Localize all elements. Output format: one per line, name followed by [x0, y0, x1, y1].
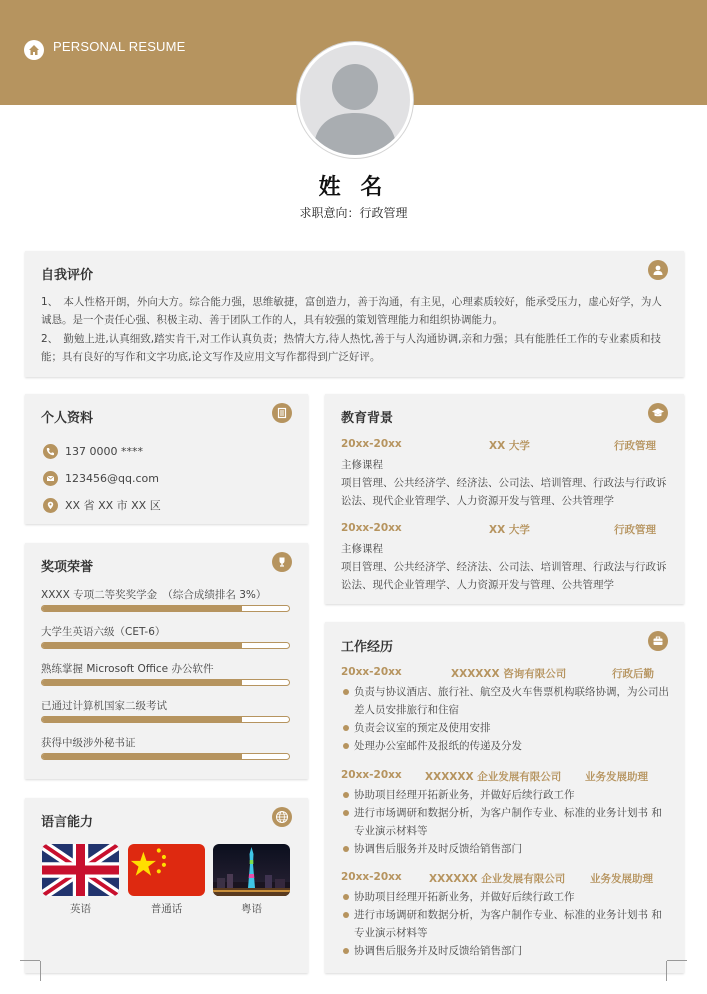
duty-item: 进行市场调研和数据分析，为客户制作专业、标准的业务计划书 和专业演示材料等: [341, 906, 672, 942]
award-bar-fill: [42, 717, 242, 722]
globe-icon: [272, 807, 292, 827]
award-label: 获得中级涉外秘书证: [41, 737, 136, 749]
award-bar: [41, 642, 290, 649]
award-bar: [41, 605, 290, 612]
personal-title: 个人资料: [41, 411, 94, 426]
mail-icon: [43, 471, 58, 486]
award-bar-fill: [42, 643, 242, 648]
edu-entry-head: [341, 522, 661, 538]
personal-card: [25, 394, 308, 524]
job-intent: 求职意向：行政管理: [299, 206, 408, 220]
education-card: [325, 394, 684, 604]
email-text: 123456@qq.com: [65, 471, 159, 485]
work-duties: [341, 786, 672, 858]
graduation-cap-icon: [648, 403, 668, 423]
work-role: 行政后勤: [612, 668, 654, 680]
self-eval-card: [25, 251, 684, 377]
work-entry-head: [341, 666, 661, 682]
edu-major: 行政管理: [614, 524, 656, 536]
award-item: [41, 587, 291, 612]
award-label: XXXX 专项二等奖奖学金 （综合成绩排名 3%）: [41, 589, 267, 601]
work-period: 20xx-20xx: [341, 666, 402, 678]
address-row: [43, 497, 161, 513]
work-entry-head: [341, 769, 661, 785]
education-title: 教育背景: [341, 411, 394, 426]
briefcase-icon: [648, 631, 668, 651]
work-role: 业务发展助理: [590, 873, 653, 885]
language-label-mandarin: 普通话: [150, 903, 183, 915]
language-label-cantonese: 粤语: [241, 903, 262, 915]
duty-item: 协助项目经理开拓新业务，并做好后续行政工作: [341, 786, 672, 804]
self-eval-p1: 1、 本人性格开朗，外向大方。综合能力强，思维敏捷，富创造力，善于沟通，有主见，心理素质较好，能承受压力，虚心好学，为人诚恳。是一个责任心强、积极主动、善于团队工作的人，具有较强的策划管理能力和组织协调能力。: [41, 296, 662, 326]
edu-school: XX 大学: [489, 524, 530, 536]
award-bar: [41, 753, 290, 760]
address-text: XX 省 XX 市 XX 区: [65, 499, 161, 512]
work-company: XXXXXX 企业发展有限公司: [425, 771, 562, 783]
award-item: [41, 624, 291, 649]
email-row: [43, 470, 159, 486]
document-icon: [272, 403, 292, 423]
crop-mark: [20, 960, 40, 961]
edu-period: 20xx-20xx: [341, 522, 402, 534]
duty-item: 进行市场调研和数据分析，为客户制作专业、标准的业务计划书 和专业演示材料等: [341, 804, 672, 840]
language-label-english: 英语: [70, 903, 91, 915]
work-card: [325, 622, 684, 973]
edu-major: 行政管理: [614, 440, 656, 452]
location-icon: [43, 498, 58, 513]
edu-school: XX 大学: [489, 440, 530, 452]
edu-courses: 项目管理、公共经济学、经济法、公司法、培训管理、行政法与行政诉讼法、现代企业管理学、人力资源开发与管理、公共管理学: [341, 561, 667, 591]
duty-item: 负责与协议酒店、旅行社、航空及火车售票机构联络协调，为公司出差人员安排旅行和住宿: [341, 683, 672, 719]
award-bar-fill: [42, 606, 242, 611]
award-bar: [41, 679, 290, 686]
work-entry-head: [341, 871, 661, 887]
self-eval-title: 自我评价: [41, 268, 94, 283]
user-icon: [648, 260, 668, 280]
self-eval-p2: 2、 勤勉上进,认真细致,踏实肯干,对工作认真负责；热情大方,待人热忱,善于与人沟通协调,亲和力强；具有能胜任工作的专业素质和技能；具有良好的写作和文字功底,论文写作及应用文写作都得到广泛好评。: [41, 333, 661, 363]
duty-item: 处理办公室邮件及报纸的传递及分发: [341, 737, 672, 755]
duty-item: 协调售后服务并及时反馈给销售部门: [341, 942, 672, 960]
work-period: 20xx-20xx: [341, 871, 402, 883]
duty-item: 负责会议室的预定及使用安排: [341, 719, 672, 737]
awards-title: 奖项荣誉: [41, 560, 94, 575]
duty-item: 协调售后服务并及时反馈给销售部门: [341, 840, 672, 858]
work-duties: [341, 888, 672, 960]
award-label: 已通过计算机国家二级考试: [41, 700, 167, 712]
crop-mark: [40, 961, 41, 981]
language-title: 语言能力: [41, 815, 94, 830]
awards-card: [25, 543, 308, 779]
award-bar-fill: [42, 754, 242, 759]
home-icon: [24, 40, 44, 60]
crop-mark: [666, 961, 667, 981]
edu-period: 20xx-20xx: [341, 438, 402, 450]
avatar: [297, 42, 413, 158]
phone-icon: [43, 444, 58, 459]
crop-mark: [667, 960, 687, 961]
candidate-name: 姓 名: [318, 175, 389, 200]
work-role: 业务发展助理: [585, 771, 648, 783]
brand-title: PERSONAL RESUME: [53, 39, 186, 54]
work-duties: [341, 683, 672, 755]
award-label: 熟练掌握 Microsoft Office 办公软件: [41, 663, 214, 675]
edu-course-title: 主修课程: [341, 459, 383, 471]
edu-entry-head: [341, 438, 661, 454]
award-label: 大学生英语六级（CET-6）: [41, 626, 166, 638]
award-item: [41, 735, 291, 760]
award-bar: [41, 716, 290, 723]
phone-row: [43, 443, 143, 459]
award-item: [41, 698, 291, 723]
award-item: [41, 661, 291, 686]
trophy-icon: [272, 552, 292, 572]
work-period: 20xx-20xx: [341, 769, 402, 781]
work-title: 工作经历: [341, 640, 394, 655]
award-bar-fill: [42, 680, 242, 685]
work-company: XXXXXX 咨询有限公司: [451, 668, 567, 680]
uk-flag-image: [42, 844, 119, 896]
canton-tower-image: [213, 844, 290, 896]
edu-course-title: 主修课程: [341, 543, 383, 555]
duty-item: 协助项目经理开拓新业务，并做好后续行政工作: [341, 888, 672, 906]
work-company: XXXXXX 企业发展有限公司: [429, 873, 566, 885]
edu-courses: 项目管理、公共经济学、经济法、公司法、培训管理、行政法与行政诉讼法、现代企业管理学、人力资源开发与管理、公共管理学: [341, 477, 667, 507]
phone-text: 137 0000 ****: [65, 444, 143, 458]
china-flag-image: [128, 844, 205, 896]
language-card: [25, 798, 308, 973]
